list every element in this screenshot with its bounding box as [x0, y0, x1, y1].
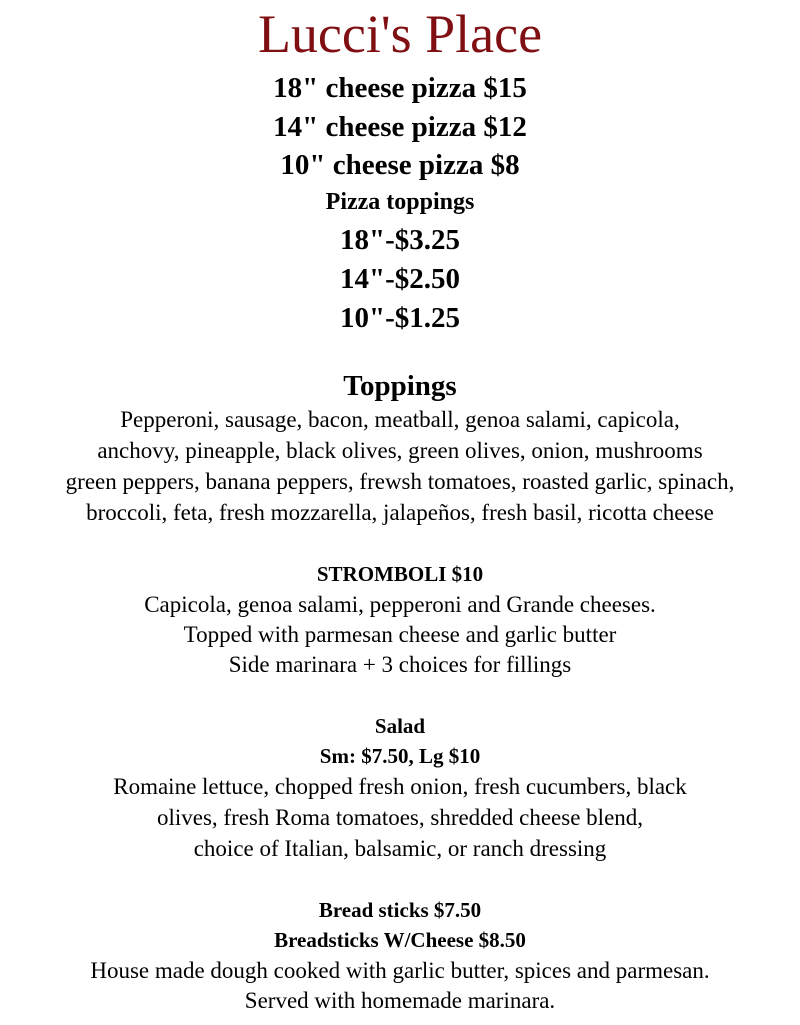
stromboli-line: Topped with parmesan cheese and garlic butter [183, 622, 617, 647]
topping-price-14: 14"-$2.50 [339, 263, 460, 295]
toppings-line: green peppers, banana peppers, frewsh tomatoes, roasted garlic, spinach, [65, 469, 735, 494]
toppings-line: anchovy, pineapple, black olives, green olives, onion, mushrooms [97, 438, 703, 463]
salad-line: Romaine lettuce, chopped fresh onion, fresh cucumbers, black [113, 774, 687, 799]
breadsticks-heading: Bread sticks $7.50 [318, 898, 482, 922]
restaurant-title: Lucci's Place [257, 4, 543, 64]
toppings-line: broccoli, feta, fresh mozzarella, jalapeños, fresh basil, ricotta cheese [86, 500, 714, 525]
salad-heading: Salad [374, 714, 426, 738]
breadsticks-line: House made dough cooked with garlic butter, spices and parmesan. [90, 958, 710, 983]
salad-line: olives, fresh Roma tomatoes, shredded cheese blend, [156, 805, 644, 830]
toppings-heading: Toppings [343, 370, 457, 402]
salad-line: choice of Italian, balsamic, or ranch dressing [193, 836, 607, 861]
breadsticks-line: Served with homemade marinara. [244, 988, 556, 1013]
pizza-toppings-label: Pizza toppings [325, 189, 475, 215]
topping-price-18: 18"-$3.25 [339, 224, 460, 256]
toppings-line: Pepperoni, sausage, bacon, meatball, genoa salami, capicola, [120, 407, 680, 432]
salad-price: Sm: $7.50, Lg $10 [319, 744, 481, 768]
pizza-size-14: 14" cheese pizza $12 [273, 111, 527, 143]
pizza-size-18: 18" cheese pizza $15 [273, 72, 527, 104]
stromboli-line: Side marinara + 3 choices for fillings [228, 652, 572, 677]
pizza-size-10: 10" cheese pizza $8 [280, 149, 520, 181]
stromboli-line: Capicola, genoa salami, pepperoni and Grande cheeses. [144, 592, 656, 617]
topping-price-10: 10"-$1.25 [339, 302, 460, 334]
stromboli-heading: STROMBOLI $10 [316, 562, 484, 586]
breadsticks-cheese-heading: Breadsticks W/Cheese $8.50 [274, 928, 526, 952]
